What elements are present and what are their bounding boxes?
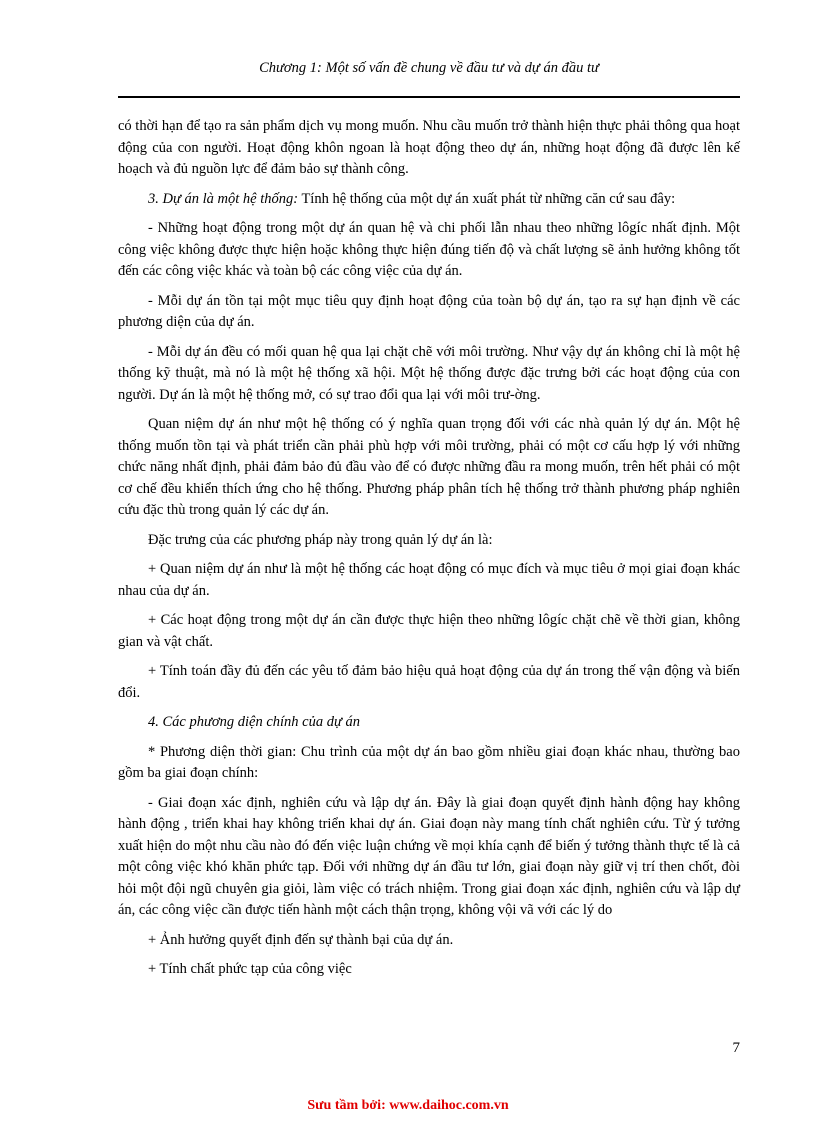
section-heading-3: 3. Dự án là một hệ thống: bbox=[148, 190, 299, 207]
footer-label: Sưu tầm bởi: bbox=[307, 1098, 390, 1113]
section-heading-4: 4. Các phương diện chính của dự án bbox=[148, 714, 361, 730]
page-body bbox=[118, 116, 740, 989]
paragraph: có thời hạn để tạo ra sản phẩm dịch vụ mong muốn. Nhu cầu muốn trở thành hiện thực phải thông qua hoạt động của con người. Hoạt động khôn ngoan là hoạt động theo dự án, những hoạt động đã được lên kế hoạch và đủ nguồn lực để đảm bảo sự thành công. bbox=[118, 118, 740, 177]
running-header: Chương 1: Một số vấn đề chung về đầu tư và dự án đầu tư bbox=[259, 60, 599, 76]
page-number: 7 bbox=[732, 1040, 740, 1056]
header-rule bbox=[118, 96, 740, 98]
paragraph: Đặc trưng của các phương pháp này trong quản lý dự án là: bbox=[148, 531, 493, 548]
paragraph: + Các hoạt động trong một dự án cần được thực hiện theo những lôgíc chặt chẽ về thời gian, không gian và vật chất. bbox=[118, 612, 740, 650]
paragraph: + Tính toán đầy đủ đến các yêu tố đảm bảo hiệu quả hoạt động của dự án trong thế vận động và biến đổi. bbox=[118, 663, 740, 701]
paragraph: - Giai đoạn xác định, nghiên cứu và lập dự án. Đây là giai đoạn quyết định hành động hay không hành động , triển khai hay không triển khai dự án. Giai đoạn này mang tính chất nghiên cứu. Từ ý tưởng xuất hiện do một nhu cầu nào đó đến việc luận chứng về mọi khía cạnh để biến ý tưởng thành thực tế là cả một công việc khó khăn phức tạp. Đối với những dự án đầu tư lớn, giai đoạn này giữ vị trí then chốt, đòi hỏi một đội ngũ chuyên gia giỏi, làm việc có trách nhiệm. Trong giai đoạn xác định, nghiên cứu và lập dự án, các công việc cần được tiến hành một cách thận trọng, không vội vã với các lý do bbox=[118, 794, 740, 918]
paragraph: - Mỗi dự án tồn tại một mục tiêu quy định hoạt động của toàn bộ dự án, tạo ra sự hạn định về các phương diện của dự án. bbox=[118, 292, 740, 330]
footer-credit bbox=[0, 1098, 816, 1114]
paragraph-text: Tính hệ thống của một dự án xuất phát từ những căn cứ sau đây: bbox=[298, 190, 676, 207]
paragraph: + Quan niệm dự án như là một hệ thống các hoạt động có mục đích và mục tiêu ở mọi giai đoạn khác nhau của dự án. bbox=[118, 561, 740, 599]
paragraph-system bbox=[118, 189, 740, 211]
paragraph: - Những hoạt động trong một dự án quan hệ và chi phối lẫn nhau theo những lôgíc nhất định. Một công việc không được thực hiện hoặc không thực hiện đúng tiến độ và chất lượng sẽ ảnh hưởng không tốt đến các công việc khác và toàn bộ các công việc của dự án. bbox=[118, 220, 740, 279]
paragraph: + Ảnh hưởng quyết định đến sự thành bại của dự án. bbox=[148, 931, 454, 948]
footer-link[interactable]: www.daihoc.com.vn bbox=[389, 1098, 509, 1113]
paragraph: - Mỗi dự án đều có mối quan hệ qua lại chặt chẽ với môi trường. Như vậy dự án không chỉ là một hệ thống kỹ thuật, mà nó là một hệ thống xã hội. Một hệ thống được đặc trưng bởi các hoạt động của con người. Dự án là một hệ thống mở, có sự trao đổi qua lại với môi trư-ờng. bbox=[118, 343, 740, 403]
paragraph: Quan niệm dự án như một hệ thống có ý nghĩa quan trọng đối với các nhà quản lý dự án. Một hệ thống muốn tồn tại và phát triển cần phải phù hợp với môi trường, phải có một cơ cấu hợp lý với những chức năng nhất định, phải đảm bảo đủ đầu vào để có được những đầu ra mong muốn, trên hết phải có một cơ chế đều khiển thích ứng cho hệ thống. Phương pháp phân tích hệ thống trở thành phương pháp nghiên cứu đặc thù trong quản lý các dự án. bbox=[118, 416, 740, 518]
paragraph: * Phương diện thời gian: Chu trình của một dự án bao gồm nhiều giai đoạn khác nhau, thường bao gồm ba giai đoạn chính: bbox=[118, 743, 740, 781]
paragraph: + Tính chất phức tạp của công việc bbox=[148, 961, 352, 977]
